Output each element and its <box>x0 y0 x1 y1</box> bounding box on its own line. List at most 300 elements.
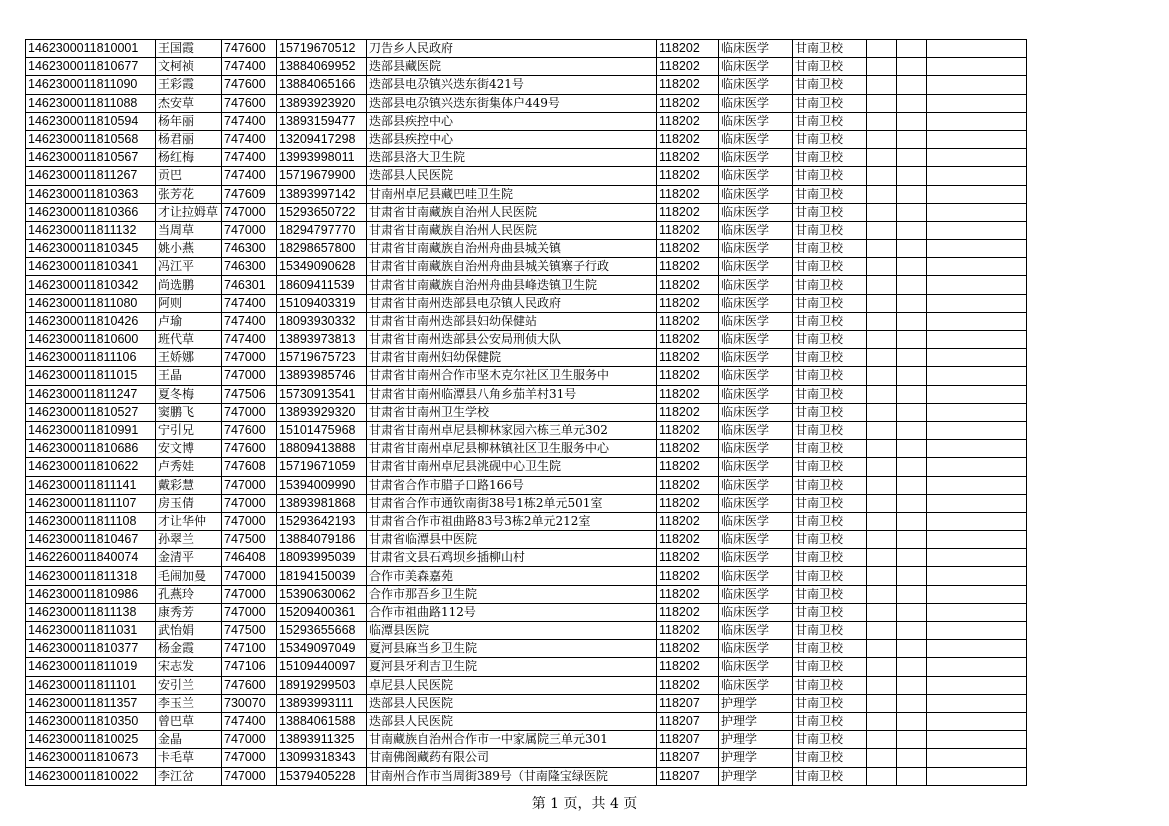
cell-address: 迭部县人民医院 <box>367 712 657 730</box>
cell-code: 118202 <box>657 494 719 512</box>
table-row <box>26 185 1027 203</box>
cell-empty <box>927 567 1027 585</box>
cell-address: 迭部县电尕镇兴迭东街421号 <box>367 76 657 94</box>
cell-major: 临床医学 <box>719 94 793 112</box>
cell-name: 杨君丽 <box>156 130 222 148</box>
cell-school: 甘南卫校 <box>793 640 867 658</box>
table-row <box>26 58 1027 76</box>
cell-phone: 15719679900 <box>277 167 367 185</box>
cell-name: 康秀芳 <box>156 603 222 621</box>
cell-address: 夏河县牙利吉卫生院 <box>367 658 657 676</box>
cell-name: 杨金霞 <box>156 640 222 658</box>
cell-code: 118202 <box>657 203 719 221</box>
cell-address: 临潭县医院 <box>367 622 657 640</box>
cell-id: 1462300011811108 <box>26 512 156 530</box>
cell-id: 1462300011811107 <box>26 494 156 512</box>
cell-empty <box>897 567 927 585</box>
cell-phone: 13893923920 <box>277 94 367 112</box>
cell-major: 临床医学 <box>719 512 793 530</box>
cell-empty <box>927 221 1027 239</box>
cell-code: 118202 <box>657 476 719 494</box>
cell-empty <box>867 603 897 621</box>
cell-school: 甘南卫校 <box>793 585 867 603</box>
cell-phone: 15719671059 <box>277 458 367 476</box>
cell-major: 临床医学 <box>719 531 793 549</box>
cell-empty <box>897 585 927 603</box>
cell-phone: 15209400361 <box>277 603 367 621</box>
table-row <box>26 603 1027 621</box>
cell-id: 1462300011810022 <box>26 767 156 785</box>
cell-id: 1462300011810622 <box>26 458 156 476</box>
cell-major: 临床医学 <box>719 458 793 476</box>
cell-school: 甘南卫校 <box>793 476 867 494</box>
cell-code: 118202 <box>657 512 719 530</box>
cell-code: 118202 <box>657 221 719 239</box>
cell-empty <box>897 385 927 403</box>
cell-postcode: 747400 <box>222 112 277 130</box>
cell-address: 迭部县人民医院 <box>367 694 657 712</box>
cell-empty <box>897 40 927 58</box>
cell-empty <box>927 403 1027 421</box>
cell-empty <box>867 421 897 439</box>
cell-empty <box>897 549 927 567</box>
cell-code: 118202 <box>657 312 719 330</box>
cell-postcode: 747400 <box>222 331 277 349</box>
cell-empty <box>867 585 897 603</box>
cell-empty <box>867 240 897 258</box>
cell-empty <box>897 94 927 112</box>
cell-postcode: 746408 <box>222 549 277 567</box>
cell-empty <box>867 76 897 94</box>
cell-empty <box>867 567 897 585</box>
cell-name: 王娇娜 <box>156 349 222 367</box>
cell-empty <box>897 112 927 130</box>
cell-id: 1462300011811357 <box>26 694 156 712</box>
cell-major: 临床医学 <box>719 640 793 658</box>
cell-empty <box>897 312 927 330</box>
cell-code: 118202 <box>657 58 719 76</box>
cell-major: 临床医学 <box>719 185 793 203</box>
cell-empty <box>927 622 1027 640</box>
cell-empty <box>867 94 897 112</box>
cell-empty <box>897 712 927 730</box>
cell-id: 1462300011811138 <box>26 603 156 621</box>
cell-major: 临床医学 <box>719 476 793 494</box>
cell-id: 1462300011811318 <box>26 567 156 585</box>
cell-empty <box>867 149 897 167</box>
cell-empty <box>927 712 1027 730</box>
cell-major: 临床医学 <box>719 221 793 239</box>
cell-postcode: 747400 <box>222 712 277 730</box>
cell-postcode: 747000 <box>222 603 277 621</box>
cell-postcode: 747000 <box>222 749 277 767</box>
cell-empty <box>927 531 1027 549</box>
cell-code: 118202 <box>657 458 719 476</box>
cell-empty <box>867 694 897 712</box>
cell-postcode: 747000 <box>222 403 277 421</box>
cell-phone: 18294797770 <box>277 221 367 239</box>
cell-id: 1462300011810377 <box>26 640 156 658</box>
cell-empty <box>867 185 897 203</box>
table-row <box>26 276 1027 294</box>
cell-empty <box>867 112 897 130</box>
cell-major: 临床医学 <box>719 367 793 385</box>
table-row <box>26 258 1027 276</box>
cell-name: 王国霞 <box>156 40 222 58</box>
cell-address: 甘肃省合作市腊子口路166号 <box>367 476 657 494</box>
cell-empty <box>927 349 1027 367</box>
data-table <box>25 39 1027 786</box>
cell-school: 甘南卫校 <box>793 767 867 785</box>
cell-empty <box>867 549 897 567</box>
table-row <box>26 440 1027 458</box>
cell-address: 甘肃省临潭县中医院 <box>367 531 657 549</box>
cell-phone: 13893985746 <box>277 367 367 385</box>
table-row <box>26 130 1027 148</box>
cell-name: 李江岔 <box>156 767 222 785</box>
cell-address: 甘南州卓尼县藏巴哇卫生院 <box>367 185 657 203</box>
cell-empty <box>867 40 897 58</box>
cell-school: 甘南卫校 <box>793 694 867 712</box>
cell-id: 1462300011810986 <box>26 585 156 603</box>
cell-major: 临床医学 <box>719 385 793 403</box>
cell-code: 118202 <box>657 585 719 603</box>
cell-empty <box>897 258 927 276</box>
table-row <box>26 40 1027 58</box>
table-row <box>26 567 1027 585</box>
cell-empty <box>897 149 927 167</box>
cell-code: 118202 <box>657 676 719 694</box>
table-row <box>26 240 1027 258</box>
table-row <box>26 385 1027 403</box>
cell-code: 118202 <box>657 403 719 421</box>
cell-empty <box>897 640 927 658</box>
cell-phone: 13884065166 <box>277 76 367 94</box>
cell-phone: 15390630062 <box>277 585 367 603</box>
cell-school: 甘南卫校 <box>793 421 867 439</box>
cell-phone: 15719670512 <box>277 40 367 58</box>
cell-school: 甘南卫校 <box>793 94 867 112</box>
cell-major: 临床医学 <box>719 440 793 458</box>
cell-id: 1462300011810594 <box>26 112 156 130</box>
cell-address: 甘肃省文县石鸡坝乡插柳山村 <box>367 549 657 567</box>
cell-major: 临床医学 <box>719 312 793 330</box>
cell-school: 甘南卫校 <box>793 130 867 148</box>
cell-phone: 18093995039 <box>277 549 367 567</box>
cell-major: 临床医学 <box>719 149 793 167</box>
cell-name: 文柯祯 <box>156 58 222 76</box>
cell-empty <box>897 349 927 367</box>
cell-major: 临床医学 <box>719 676 793 694</box>
cell-empty <box>927 76 1027 94</box>
cell-id: 1462300011811015 <box>26 367 156 385</box>
cell-id: 1462260011840074 <box>26 549 156 567</box>
cell-code: 118202 <box>657 130 719 148</box>
cell-empty <box>897 440 927 458</box>
cell-empty <box>867 749 897 767</box>
cell-postcode: 747400 <box>222 312 277 330</box>
page-footer: 第 1 页，共 4 页 <box>531 796 638 812</box>
cell-major: 临床医学 <box>719 112 793 130</box>
cell-address: 甘肃省甘南藏族自治州舟曲县城关镇寨子行政 <box>367 258 657 276</box>
cell-name: 宁引兄 <box>156 421 222 439</box>
cell-major: 临床医学 <box>719 76 793 94</box>
cell-code: 118207 <box>657 694 719 712</box>
table-row <box>26 658 1027 676</box>
cell-empty <box>867 349 897 367</box>
cell-school: 甘南卫校 <box>793 494 867 512</box>
cell-code: 118202 <box>657 149 719 167</box>
cell-empty <box>927 585 1027 603</box>
cell-phone: 13884069952 <box>277 58 367 76</box>
cell-school: 甘南卫校 <box>793 658 867 676</box>
cell-empty <box>927 658 1027 676</box>
cell-phone: 13893911325 <box>277 731 367 749</box>
cell-empty <box>897 221 927 239</box>
cell-empty <box>927 367 1027 385</box>
cell-school: 甘南卫校 <box>793 512 867 530</box>
cell-id: 1462300011810025 <box>26 731 156 749</box>
cell-address: 合作市那吾乡卫生院 <box>367 585 657 603</box>
cell-empty <box>897 294 927 312</box>
cell-name: 孔燕玲 <box>156 585 222 603</box>
cell-phone: 13893973813 <box>277 331 367 349</box>
table-row <box>26 312 1027 330</box>
cell-postcode: 747000 <box>222 767 277 785</box>
cell-postcode: 747400 <box>222 167 277 185</box>
table-row <box>26 712 1027 730</box>
cell-postcode: 747000 <box>222 567 277 585</box>
cell-code: 118202 <box>657 40 719 58</box>
cell-empty <box>867 767 897 785</box>
cell-major: 临床医学 <box>719 203 793 221</box>
cell-name: 姚小燕 <box>156 240 222 258</box>
cell-name: 王晶 <box>156 367 222 385</box>
cell-phone: 15394009990 <box>277 476 367 494</box>
cell-empty <box>867 403 897 421</box>
cell-address: 甘肃省甘南州合作市坚木克尔社区卫生服务中 <box>367 367 657 385</box>
cell-postcode: 746301 <box>222 276 277 294</box>
cell-empty <box>867 221 897 239</box>
cell-empty <box>897 694 927 712</box>
cell-empty <box>927 476 1027 494</box>
cell-code: 118202 <box>657 112 719 130</box>
table-row <box>26 549 1027 567</box>
cell-address: 甘南藏族自治州合作市一中家属院三单元301 <box>367 731 657 749</box>
cell-code: 118202 <box>657 640 719 658</box>
table-row <box>26 622 1027 640</box>
cell-major: 临床医学 <box>719 40 793 58</box>
cell-empty <box>897 167 927 185</box>
cell-empty <box>867 476 897 494</box>
cell-phone: 13993998011 <box>277 149 367 167</box>
cell-phone: 13893981868 <box>277 494 367 512</box>
cell-empty <box>897 185 927 203</box>
cell-name: 金晶 <box>156 731 222 749</box>
cell-name: 宋志发 <box>156 658 222 676</box>
cell-id: 1462300011811080 <box>26 294 156 312</box>
cell-empty <box>867 640 897 658</box>
cell-address: 甘肃省甘南藏族自治州舟曲县峰迭镇卫生院 <box>367 276 657 294</box>
cell-postcode: 747000 <box>222 494 277 512</box>
cell-phone: 13209417298 <box>277 130 367 148</box>
cell-code: 118207 <box>657 731 719 749</box>
cell-postcode: 746300 <box>222 258 277 276</box>
cell-major: 临床医学 <box>719 331 793 349</box>
cell-school: 甘南卫校 <box>793 712 867 730</box>
cell-postcode: 747000 <box>222 367 277 385</box>
cell-postcode: 747000 <box>222 731 277 749</box>
cell-address: 迭部县疾控中心 <box>367 130 657 148</box>
cell-address: 迭部县人民医院 <box>367 167 657 185</box>
cell-empty <box>927 167 1027 185</box>
cell-name: 才让华仲 <box>156 512 222 530</box>
cell-postcode: 747506 <box>222 385 277 403</box>
cell-id: 1462300011811106 <box>26 349 156 367</box>
cell-phone: 13893159477 <box>277 112 367 130</box>
cell-major: 临床医学 <box>719 240 793 258</box>
cell-address: 合作市祖曲路112号 <box>367 603 657 621</box>
cell-empty <box>867 458 897 476</box>
cell-major: 临床医学 <box>719 658 793 676</box>
cell-address: 甘肃省甘南藏族自治州人民医院 <box>367 203 657 221</box>
cell-name: 杰安草 <box>156 94 222 112</box>
table-row <box>26 476 1027 494</box>
cell-name: 才让拉姆草 <box>156 203 222 221</box>
table-row <box>26 494 1027 512</box>
cell-address: 甘肃省合作市祖曲路83号3栋2单元212室 <box>367 512 657 530</box>
cell-school: 甘南卫校 <box>793 458 867 476</box>
cell-postcode: 730070 <box>222 694 277 712</box>
cell-major: 临床医学 <box>719 258 793 276</box>
cell-empty <box>927 294 1027 312</box>
cell-name: 冯江平 <box>156 258 222 276</box>
cell-code: 118202 <box>657 331 719 349</box>
cell-empty <box>927 130 1027 148</box>
cell-id: 1462300011811101 <box>26 676 156 694</box>
cell-phone: 13893997142 <box>277 185 367 203</box>
cell-school: 甘南卫校 <box>793 749 867 767</box>
table-row <box>26 640 1027 658</box>
cell-empty <box>927 149 1027 167</box>
cell-id: 1462300011810345 <box>26 240 156 258</box>
cell-school: 甘南卫校 <box>793 349 867 367</box>
cell-name: 金清平 <box>156 549 222 567</box>
cell-empty <box>867 512 897 530</box>
cell-phone: 13893929320 <box>277 403 367 421</box>
cell-school: 甘南卫校 <box>793 603 867 621</box>
cell-empty <box>927 58 1027 76</box>
cell-address: 甘南州合作市当周街389号（甘南隆宝绿医院 <box>367 767 657 785</box>
cell-empty <box>927 276 1027 294</box>
cell-postcode: 747600 <box>222 40 277 58</box>
cell-address: 合作市美森嘉苑 <box>367 567 657 585</box>
cell-code: 118207 <box>657 749 719 767</box>
cell-postcode: 747000 <box>222 512 277 530</box>
cell-empty <box>867 167 897 185</box>
cell-name: 房玉倩 <box>156 494 222 512</box>
cell-empty <box>867 494 897 512</box>
cell-empty <box>867 130 897 148</box>
cell-empty <box>897 731 927 749</box>
table-row <box>26 458 1027 476</box>
cell-empty <box>897 767 927 785</box>
cell-phone: 18194150039 <box>277 567 367 585</box>
cell-postcode: 747600 <box>222 421 277 439</box>
cell-code: 118202 <box>657 76 719 94</box>
cell-phone: 15109440097 <box>277 658 367 676</box>
table-row <box>26 421 1027 439</box>
cell-major: 临床医学 <box>719 567 793 585</box>
table-row <box>26 349 1027 367</box>
cell-name: 尚选鹏 <box>156 276 222 294</box>
cell-empty <box>927 421 1027 439</box>
cell-empty <box>867 731 897 749</box>
cell-empty <box>867 294 897 312</box>
table-row <box>26 694 1027 712</box>
cell-school: 甘南卫校 <box>793 731 867 749</box>
cell-phone: 18609411539 <box>277 276 367 294</box>
cell-postcode: 747400 <box>222 58 277 76</box>
cell-name: 杨年丽 <box>156 112 222 130</box>
cell-address: 甘肃省甘南州妇幼保健院 <box>367 349 657 367</box>
cell-postcode: 747600 <box>222 440 277 458</box>
cell-postcode: 747000 <box>222 585 277 603</box>
table-row <box>26 367 1027 385</box>
cell-empty <box>867 385 897 403</box>
cell-address: 甘南佛阁藏药有限公司 <box>367 749 657 767</box>
cell-empty <box>927 549 1027 567</box>
cell-postcode: 747500 <box>222 531 277 549</box>
cell-empty <box>897 458 927 476</box>
cell-major: 临床医学 <box>719 167 793 185</box>
cell-empty <box>867 331 897 349</box>
cell-major: 临床医学 <box>719 603 793 621</box>
cell-address: 甘肃省甘南州卓尼县柳林镇社区卫生服务中心 <box>367 440 657 458</box>
cell-school: 甘南卫校 <box>793 676 867 694</box>
cell-code: 118202 <box>657 603 719 621</box>
cell-school: 甘南卫校 <box>793 294 867 312</box>
cell-major: 临床医学 <box>719 294 793 312</box>
cell-postcode: 747400 <box>222 149 277 167</box>
table-row <box>26 149 1027 167</box>
cell-id: 1462300011810363 <box>26 185 156 203</box>
cell-id: 1462300011810568 <box>26 130 156 148</box>
cell-code: 118202 <box>657 94 719 112</box>
cell-name: 毛闹加曼 <box>156 567 222 585</box>
cell-id: 1462300011810350 <box>26 712 156 730</box>
cell-school: 甘南卫校 <box>793 149 867 167</box>
cell-phone: 13893993111 <box>277 694 367 712</box>
cell-id: 1462300011810673 <box>26 749 156 767</box>
cell-postcode: 747106 <box>222 658 277 676</box>
cell-empty <box>897 622 927 640</box>
cell-id: 1462300011811132 <box>26 221 156 239</box>
cell-postcode: 747400 <box>222 130 277 148</box>
cell-empty <box>897 421 927 439</box>
cell-school: 甘南卫校 <box>793 112 867 130</box>
cell-school: 甘南卫校 <box>793 312 867 330</box>
cell-id: 1462300011811090 <box>26 76 156 94</box>
cell-id: 1462300011811031 <box>26 622 156 640</box>
cell-empty <box>867 440 897 458</box>
cell-empty <box>927 312 1027 330</box>
cell-major: 临床医学 <box>719 622 793 640</box>
cell-id: 1462300011811267 <box>26 167 156 185</box>
cell-empty <box>867 531 897 549</box>
cell-name: 当周草 <box>156 221 222 239</box>
cell-id: 1462300011811247 <box>26 385 156 403</box>
